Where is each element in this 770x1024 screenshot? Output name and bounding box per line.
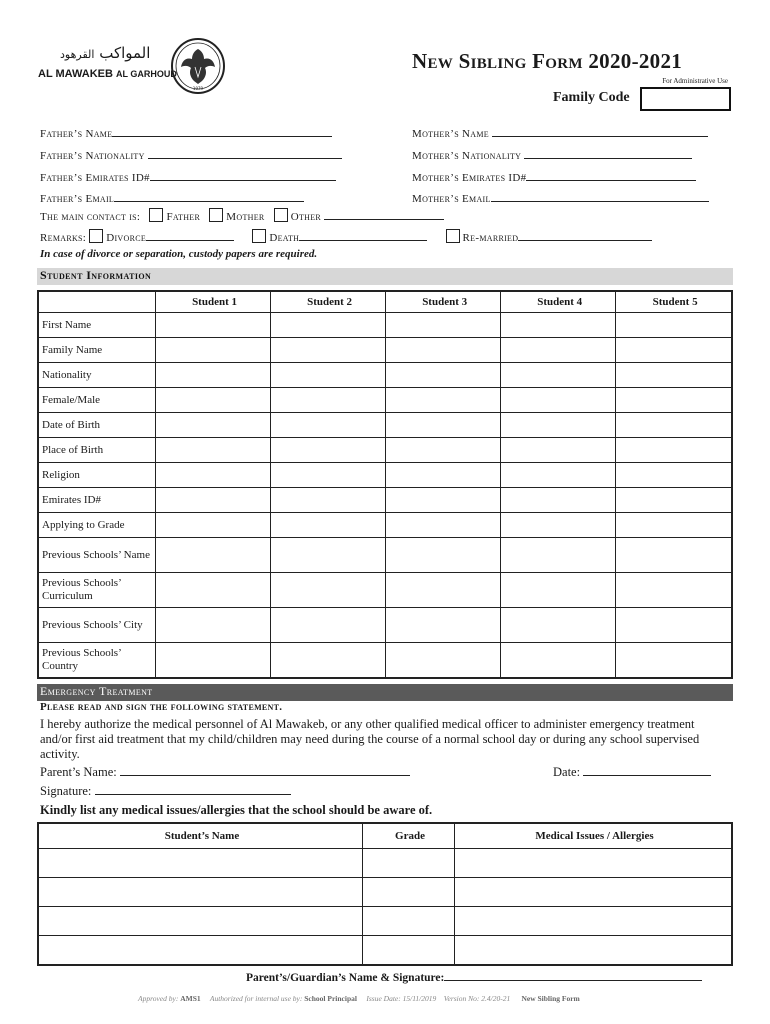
medical-table-row [38, 849, 732, 878]
student-cell-input[interactable] [616, 538, 732, 573]
student-cell-input[interactable] [386, 363, 501, 388]
student-cell-input[interactable] [616, 573, 732, 608]
issue-value: 15/11/2019 [402, 994, 437, 1003]
medical-cell-input[interactable] [38, 907, 363, 936]
medical-table-row [38, 907, 732, 936]
student-cell-input[interactable] [156, 438, 271, 463]
student-table-row [38, 338, 732, 363]
custody-note: In case of divorce or separation, custody papers are required. [40, 248, 318, 260]
student-table-header-row [38, 291, 732, 313]
form-name: New Sibling Form [521, 994, 580, 1003]
medical-cell-input[interactable] [455, 878, 733, 907]
mothers-email-label: Mother’s Email [412, 193, 491, 205]
student-cell-input[interactable] [271, 463, 386, 488]
student-cell-input[interactable] [271, 363, 386, 388]
student-cell-input[interactable] [271, 413, 386, 438]
contact-other-checkbox[interactable] [274, 208, 288, 222]
student-table-row [38, 313, 732, 338]
student-cell-input[interactable] [271, 488, 386, 513]
student-cell-input[interactable] [156, 513, 271, 538]
mothers-nationality-field[interactable] [524, 148, 692, 159]
student-cell-input[interactable] [501, 488, 616, 513]
student-cell-input[interactable] [616, 438, 732, 463]
contact-other-field[interactable] [324, 209, 444, 220]
student-table-row [38, 488, 732, 513]
student-cell-input[interactable] [616, 463, 732, 488]
student-column-header: Student 4 [501, 291, 616, 313]
medical-table-row [38, 878, 732, 907]
student-table-row [38, 438, 732, 463]
student-cell-input[interactable] [386, 438, 501, 463]
student-cell-input[interactable] [156, 488, 271, 513]
student-cell-input[interactable] [271, 513, 386, 538]
student-cell-input[interactable] [156, 538, 271, 573]
student-row-label: Previous Schools’ Name [38, 538, 156, 573]
student-cell-input[interactable] [616, 363, 732, 388]
student-cell-input[interactable] [501, 363, 616, 388]
student-column-header: Student 1 [156, 291, 271, 313]
mothers-name-row [412, 126, 708, 140]
student-row-label: Previous Schools’ Country [38, 643, 156, 678]
mothers-emirates-id-row [412, 170, 696, 184]
student-row-label: Previous Schools’ City [38, 608, 156, 643]
parents-name-row [40, 764, 410, 780]
student-cell-input[interactable] [156, 643, 271, 678]
student-cell-input[interactable] [616, 338, 732, 363]
family-code-label: Family Code [553, 90, 630, 105]
student-cell-input[interactable] [271, 643, 386, 678]
student-cell-input[interactable] [501, 438, 616, 463]
student-info-table [37, 290, 733, 679]
student-row-label: Emirates ID# [38, 488, 156, 513]
student-cell-input[interactable] [616, 643, 732, 678]
student-column-header: Student 5 [616, 291, 732, 313]
fathers-email-row [40, 191, 304, 205]
issue-label: Issue Date: [366, 994, 401, 1003]
student-table-row [38, 513, 732, 538]
parent-signature-row [246, 969, 702, 984]
signature-row [40, 783, 291, 799]
student-cell-input[interactable] [156, 388, 271, 413]
approved-value: AMS1 [180, 994, 201, 1003]
medical-cell-input[interactable] [363, 936, 455, 966]
student-row-label: Date of Birth [38, 413, 156, 438]
student-cell-input[interactable] [271, 438, 386, 463]
student-cell-input[interactable] [501, 413, 616, 438]
parents-name-field[interactable] [120, 764, 410, 776]
student-cell-input[interactable] [271, 608, 386, 643]
medical-cell-input[interactable] [455, 936, 733, 966]
student-cell-input[interactable] [386, 643, 501, 678]
fathers-emirates-id-field[interactable] [150, 170, 336, 181]
medical-column-header: Student’s Name [38, 823, 363, 849]
medical-cell-input[interactable] [455, 849, 733, 878]
student-cell-input[interactable] [501, 573, 616, 608]
student-row-label: First Name [38, 313, 156, 338]
parent-signature-label: Parent’s/Guardian’s Name & Signature: [246, 972, 445, 984]
mothers-name-field[interactable] [492, 126, 708, 137]
student-cell-input[interactable] [501, 538, 616, 573]
remark-death-field[interactable] [299, 230, 427, 241]
contact-father-label: Father [166, 211, 201, 223]
fathers-emirates-id-row [40, 170, 336, 184]
student-cell-input[interactable] [386, 513, 501, 538]
remark-divorce-label: Divorce [106, 232, 147, 244]
student-cell-input[interactable] [616, 608, 732, 643]
medical-column-header: Medical Issues / Allergies [455, 823, 733, 849]
student-column-header: Student 2 [271, 291, 386, 313]
student-cell-input[interactable] [501, 338, 616, 363]
student-table-row [38, 413, 732, 438]
emergency-instruction: Please read and sign the following statement. [40, 701, 283, 713]
parents-name-label: Parent’s Name: [40, 765, 117, 779]
medical-column-header: Grade [363, 823, 455, 849]
fathers-email-label: Father’s Email [40, 193, 115, 205]
remark-remarried-checkbox[interactable] [446, 229, 460, 243]
student-cell-input[interactable] [501, 463, 616, 488]
student-row-label: Family Name [38, 338, 156, 363]
remark-remarried-field[interactable] [518, 230, 652, 241]
medical-cell-input[interactable] [38, 878, 363, 907]
medical-cell-input[interactable] [363, 849, 455, 878]
document-footer [138, 994, 580, 1003]
main-contact-row [40, 208, 444, 223]
medical-table-row [38, 936, 732, 966]
student-cell-input[interactable] [386, 313, 501, 338]
student-table-row [38, 643, 732, 678]
student-cell-input[interactable] [386, 338, 501, 363]
student-cell-input[interactable] [271, 313, 386, 338]
medical-cell-input[interactable] [363, 907, 455, 936]
student-table-row [38, 463, 732, 488]
mothers-name-label: Mother’s Name [412, 128, 489, 140]
mothers-email-field[interactable] [491, 191, 709, 202]
medical-prompt: Kindly list any medical issues/allergies that the school should be aware of. [40, 803, 433, 817]
student-row-label: Female/Male [38, 388, 156, 413]
fathers-name-field[interactable] [112, 126, 332, 137]
remark-death-label: Death [269, 232, 300, 244]
student-cell-input[interactable] [501, 313, 616, 338]
parent-signature-field[interactable] [444, 969, 702, 981]
student-cell-input[interactable] [386, 573, 501, 608]
student-row-label: Previous Schools’ Curriculum [38, 573, 156, 608]
family-code-field[interactable] [640, 87, 731, 111]
student-row-label: Religion [38, 463, 156, 488]
remark-death-checkbox[interactable] [252, 229, 266, 243]
student-row-label: Place of Birth [38, 438, 156, 463]
student-cell-input[interactable] [616, 388, 732, 413]
remark-remarried-label: Re-married [462, 232, 519, 244]
medical-cell-input[interactable] [363, 878, 455, 907]
fathers-emirates-id-label: Father’s Emirates ID# [40, 172, 150, 184]
date-row [553, 764, 711, 780]
student-cell-input[interactable] [156, 463, 271, 488]
remarks-label: Remarks: [40, 232, 87, 244]
remarks-row [40, 229, 652, 244]
student-row-label: Nationality [38, 363, 156, 388]
version-value: 2.4/20-21 [481, 994, 511, 1003]
student-table-row [38, 538, 732, 573]
approved-label: Approved by: [138, 994, 179, 1003]
emergency-statement: I hereby authorize the medical personnel of Al Mawakeb, or any other qualified medical officer to administer emergency treatment and/or first aid treatment that my child/children may need during the course of a normal school day or during any school supervised activity. [40, 717, 700, 761]
school-emblem-icon [170, 37, 226, 95]
student-cell-input[interactable] [616, 513, 732, 538]
student-row-label: Applying to Grade [38, 513, 156, 538]
student-cell-input[interactable] [386, 488, 501, 513]
date-field[interactable] [583, 764, 711, 776]
fathers-nationality-label: Father’s Nationality [40, 150, 145, 162]
student-cell-input[interactable] [156, 313, 271, 338]
student-cell-input[interactable] [386, 413, 501, 438]
mothers-nationality-label: Mother’s Nationality [412, 150, 522, 162]
student-table-row [38, 388, 732, 413]
corner-cell [38, 291, 156, 313]
authorized-label: Authorized for internal use by: [209, 994, 303, 1003]
student-table-row [38, 573, 732, 608]
student-cell-input[interactable] [156, 413, 271, 438]
medical-table [37, 822, 733, 966]
student-cell-input[interactable] [501, 388, 616, 413]
fathers-name-row [40, 126, 332, 140]
fathers-nationality-field[interactable] [148, 148, 342, 159]
form-title: New Sibling Form 2020-2021 [412, 49, 683, 73]
student-cell-input[interactable] [616, 313, 732, 338]
contact-mother-checkbox[interactable] [209, 208, 223, 222]
student-cell-input[interactable] [156, 573, 271, 608]
fathers-name-label: Father’s Name [40, 128, 113, 140]
logo-arabic: المواكب القرهود [60, 44, 151, 62]
student-cell-input[interactable] [386, 463, 501, 488]
student-column-header: Student 3 [386, 291, 501, 313]
student-cell-input[interactable] [501, 608, 616, 643]
remark-divorce-field[interactable] [146, 230, 234, 241]
mothers-emirates-id-field[interactable] [526, 170, 696, 181]
version-label: Version No: [443, 994, 480, 1003]
student-cell-input[interactable] [616, 488, 732, 513]
student-cell-input[interactable] [501, 643, 616, 678]
signature-field[interactable] [95, 783, 291, 795]
contact-father-checkbox[interactable] [149, 208, 163, 222]
student-cell-input[interactable] [156, 608, 271, 643]
mothers-emirates-id-label: Mother’s Emirates ID# [412, 172, 527, 184]
student-cell-input[interactable] [501, 513, 616, 538]
date-label: Date: [553, 765, 581, 779]
remark-divorce-checkbox[interactable] [89, 229, 103, 243]
student-cell-input[interactable] [271, 538, 386, 573]
student-table-row [38, 363, 732, 388]
medical-table-header-row [38, 823, 732, 849]
medical-cell-input[interactable] [455, 907, 733, 936]
emblem-year: 1979 [192, 86, 204, 91]
student-cell-input[interactable] [156, 338, 271, 363]
mothers-nationality-row [412, 148, 692, 162]
mothers-email-row [412, 191, 709, 205]
student-cell-input[interactable] [386, 388, 501, 413]
contact-other-label: Other [290, 211, 322, 223]
student-cell-input[interactable] [386, 538, 501, 573]
medical-cell-input[interactable] [38, 936, 363, 966]
student-cell-input[interactable] [271, 388, 386, 413]
student-cell-input[interactable] [386, 608, 501, 643]
fathers-email-field[interactable] [114, 191, 304, 202]
student-cell-input[interactable] [616, 413, 732, 438]
signature-label: Signature: [40, 784, 92, 798]
admin-use-label: For Administrative Use [662, 77, 728, 85]
student-info-section-title: Student Information [37, 268, 733, 285]
medical-cell-input[interactable] [38, 849, 363, 878]
student-cell-input[interactable] [271, 573, 386, 608]
logo-english: AL MAWAKEB AL GARHOUD [38, 68, 177, 80]
fathers-nationality-row [40, 148, 342, 162]
authorized-value: School Principal [304, 994, 357, 1003]
main-contact-label: The main contact is: [40, 211, 141, 223]
student-table-row [38, 608, 732, 643]
student-cell-input[interactable] [156, 363, 271, 388]
contact-mother-label: Mother [226, 211, 265, 223]
emergency-section-title: Emergency Treatment [37, 684, 733, 701]
student-cell-input[interactable] [271, 338, 386, 363]
